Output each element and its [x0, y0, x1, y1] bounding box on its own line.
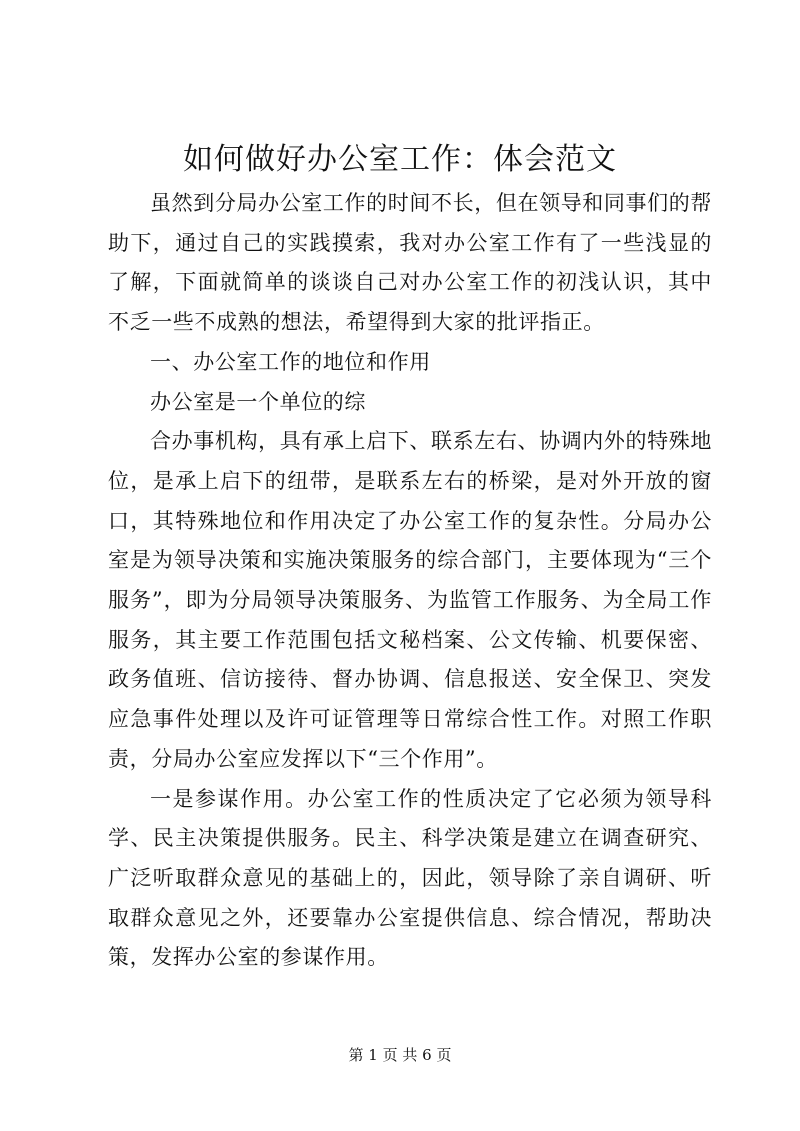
paragraph-advisory-role: 一是参谋作用。办公室工作的性质决定了它必须为领导科学、民主决策提供服务。民主、科学决策是建立在调查研究、广泛听取群众意见的基础上的，因此，领导除了亲自调研、听取群众意见之外，还要靠办公室提供信息、综合情况，帮助决策，发挥办公室的参谋作用。: [108, 786, 712, 970]
page-footer: 第 1 页 共 6 页: [348, 1046, 452, 1064]
document-title: 如何做好办公室工作：体会范文: [183, 142, 617, 177]
document-body: [108, 184, 712, 978]
paragraph-office-role: 合办事机构，具有承上启下、联系左右、协调内外的特殊地位，是承上启下的纽带，是联系左右的桥梁，是对外开放的窗口，其特殊地位和作用决定了办公室工作的复杂性。分局办公室是为领导决策和实施决策服务的综合部门，主要体现为“三个服务”，即为分局领导决策服务、为监管工作服务、为全局工作服务，其主要工作范围包括文秘档案、公文传输、机要保密、政务值班、信访接待、督办协调、信息报送、安全保卫、突发应急事件处理以及许可证管理等日常综合性工作。对照工作职责，分局办公室应发挥以下“三个作用”。: [108, 429, 712, 771]
paragraph-intro: 虽然到分局办公室工作的时间不长，但在领导和同事们的帮助下，通过自己的实践摸索，我对办公室工作有了一些浅显的了解，下面就简单的谈谈自己对办公室工作的初浅认识，其中不乏一些不成熟的想法，希望得到大家的批评指正。: [108, 191, 712, 335]
paragraph-office-intro: 办公室是一个单位的综: [150, 389, 366, 414]
section-heading: 一、办公室工作的地位和作用: [150, 349, 431, 374]
